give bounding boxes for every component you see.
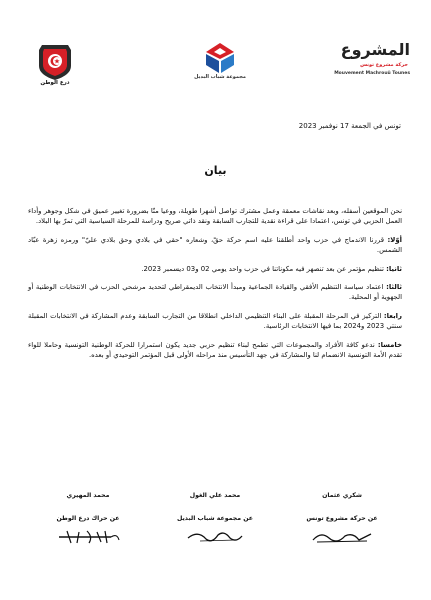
item-paragraph: [28, 235, 402, 256]
signatory-block: [282, 492, 402, 546]
shield-icon: [30, 42, 80, 82]
left-logo-caption: درع الوطن: [40, 80, 70, 86]
item-paragraph: [28, 311, 402, 332]
signatory-org: عن مجموعة شباب البديل: [176, 515, 254, 522]
signatory-name: شكري عثمان: [322, 492, 362, 499]
item-text: ندعو كافة الأفراد والمجموعات التي تطمح لبناء تنظيم حزبي جديد يكون استمرارا للحركة الوطنية التونسية وحاملا للواء تقدم الأمة التونسية الانضمام لنا والمشاركة في جهد التأسيس منذ مراحله الأولى قبل المؤتمر التوحيدي أو بعده.: [28, 340, 402, 360]
document-title: بيان: [204, 164, 227, 177]
handwritten-signature: [180, 528, 250, 546]
intro-paragraph: نحن الموقعين أسفله، وبعد نقاشات معمقة وعمل مشترك تواصل أشهرا طويلة، ووعيا منّا بضرورة تغيير عميق في شكل وجوهر وأداء العمل الحزبي في تونس، اعتمادا على قراءة نقدية للتجارب السابقة ونقد ذاتي صريح ودراسة للمرحلة السياسية التي تمرّ بها البلاد.: [28, 207, 402, 226]
statement-body: [28, 206, 402, 368]
item-paragraph: [28, 282, 402, 303]
item-lead: رابعا:: [383, 311, 402, 320]
item-paragraph: [28, 340, 402, 361]
item-text: تنظيم مؤتمر عن بعد تنصهر فيه مكوناتنا في حزب واحد يومي 02 و03 ديسمبر 2023.: [141, 264, 387, 273]
item-lead: ثالثا:: [386, 283, 402, 292]
item-lead: أوّلا:: [387, 235, 402, 244]
item-lead: خامسا:: [377, 340, 402, 349]
dir-el-watan-logo: [30, 42, 80, 94]
signatures-row: [28, 492, 402, 546]
center-logo-caption: مجموعة شباب البديل: [194, 74, 246, 80]
right-logo-english-subtitle: Mouvement Machrouû Tounes: [334, 71, 410, 76]
handwritten-signature: [53, 528, 123, 546]
signatory-name: محمد المهيري: [66, 492, 110, 499]
signatory-block: [155, 492, 275, 546]
right-logo-arabic-subtitle: حركة مشروع تونس: [360, 62, 408, 68]
item-text: قررنا الاندماج في حزب واحد أطلقنا عليه اسم حركة حقّ، وشعاره "حقي في بلادي وحق بلادي عليّ" ورمزه زهرة عبّاد الشمس.: [28, 235, 402, 255]
item-lead: ثانيا:: [386, 264, 402, 273]
item-paragraph: [28, 264, 402, 274]
signatory-block: [28, 492, 148, 546]
handwritten-signature: [307, 528, 377, 546]
signatory-org: عن حركة مشروع تونس: [306, 515, 378, 522]
signatory-org: عن حراك درع الوطن: [56, 515, 120, 522]
item-text: اعتماد سياسة التنظيم الأفقي والقيادة الجماعية ومبدأ الانتخاب الديمقراطي لتحديد مرشحي الحزب في الانتخابات الوطنية أو الجهوية أو المحلية.: [28, 283, 402, 302]
document-date: تونس في الجمعة 17 نوفمبر 2023: [298, 122, 401, 130]
hexagon-logo-icon: [190, 42, 250, 74]
item-text: التركيز في المرحلة المقبلة على البناء التنظيمي الداخلي انطلاقا من التجارب السابقة وعدم المشاركة في الانتخابات المقبلة سنتي 2023 و2024 بما فيها الانتخابات الرئاسية.: [28, 311, 402, 331]
machrou-tounes-logo: [330, 40, 410, 96]
right-logo-wordmark: المشروع: [340, 40, 410, 59]
signatory-name: محمد علي الغول: [189, 492, 241, 499]
shabab-el-badil-logo: [190, 42, 250, 94]
